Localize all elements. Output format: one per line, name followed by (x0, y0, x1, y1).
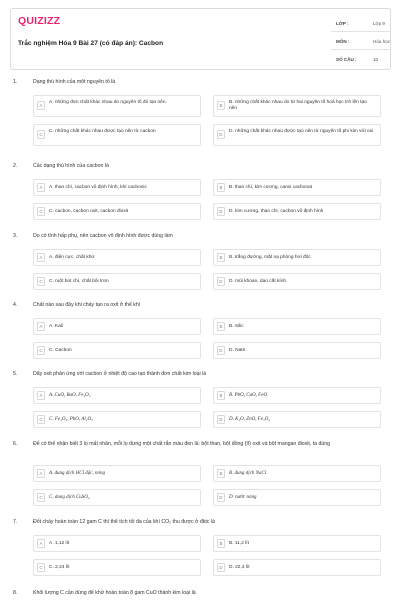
answer-option-d[interactable] (213, 559, 381, 576)
question-text: Dạng thù hình của một nguyên tố là (33, 79, 116, 85)
answer-option-b[interactable] (213, 387, 381, 404)
option-text: B. Silic (229, 324, 244, 329)
question-number: 6. (13, 441, 18, 447)
answer-option-d[interactable] (213, 411, 381, 428)
option-letter-badge: D (217, 207, 225, 216)
answer-option-b[interactable] (213, 249, 381, 266)
answer-option-a[interactable] (33, 318, 201, 335)
option-text: D. Natri (229, 348, 246, 353)
option-text: D. mũi khoan, dao cắt kính (229, 279, 287, 284)
option-letter-badge: B (217, 253, 225, 262)
option-text: D. 22,4 lít (229, 565, 250, 570)
option-text: D. nước nóng (229, 495, 257, 500)
option-letter-badge: C (37, 130, 45, 139)
answer-option-a[interactable] (33, 179, 201, 196)
option-text: A. điện cực, chất khử (49, 255, 95, 260)
answer-option-d[interactable] (213, 342, 381, 359)
question-number: 7. (13, 519, 18, 525)
answer-option-c[interactable] (33, 203, 201, 220)
option-text: C. cacbon, cacbon oxit, cacbon đioxit (49, 209, 129, 214)
meta-row-subject (331, 36, 391, 50)
question-number: 1. (13, 79, 18, 85)
option-text: C. dung dịch CuSO₄ (49, 495, 90, 500)
option-letter-badge: C (37, 493, 45, 502)
quizizz-logo: QUIZIZZ (18, 15, 61, 27)
option-letter-badge: B (217, 539, 225, 548)
option-letter-badge: C (37, 346, 45, 355)
question-text: Các dạng thù hình của cacbon là (33, 163, 109, 169)
meta-row-class (331, 18, 391, 32)
option-letter-badge: B (217, 469, 225, 478)
option-text: C. Fe₂O₃, PbO, Al₂O₃ (49, 417, 93, 422)
question-number: 2. (13, 163, 18, 169)
option-text: D. những chất khác nhau được tạo nên từ nguyên tố phi kim với oxi (229, 129, 374, 134)
question-text: Đốt cháy hoàn toàn 12 gam C thì thể tích tối đa của khí CO₂ thu được ở đktc là (33, 519, 215, 525)
question-text: Dãy oxit phản ứng với cacbon ở nhiệt độ cao tạo thành đơn chất kim loại là (33, 371, 207, 377)
question-number: 8. (13, 590, 18, 596)
option-text: B. PbO, CuO, FeO (229, 393, 268, 398)
answer-option-d[interactable] (213, 203, 381, 220)
answer-option-d[interactable] (213, 273, 381, 290)
answer-option-a[interactable] (33, 249, 201, 266)
answer-option-c[interactable] (33, 559, 201, 576)
question-number: 5. (13, 371, 18, 377)
question-text: Chất nào sau đây khi cháy tạo ra oxit ở thể khí (33, 302, 141, 308)
option-text: B. trắng đường, mặt nạ phòng hơi độc (229, 255, 311, 260)
option-text: B. 11,2 lít (229, 541, 249, 546)
worksheet-header (10, 8, 391, 70)
option-letter-badge: A (37, 183, 45, 192)
answer-option-c[interactable] (33, 411, 201, 428)
answer-option-a[interactable] (33, 535, 201, 552)
answer-option-b[interactable] (213, 535, 381, 552)
option-text: A. những đơn chất khác nhau do nguyên tố đó tạo nên. (49, 100, 167, 105)
option-letter-badge: A (37, 253, 45, 262)
option-letter-badge: D (217, 493, 225, 502)
worksheet-title: Trắc nghiệm Hóa 9 Bài 27 (có đáp án): Cacbon (18, 40, 164, 47)
option-letter-badge: B (217, 391, 225, 400)
option-letter-badge: A (37, 322, 45, 331)
option-text: C. những chất khác nhau được tạo nên từ cacbon (49, 129, 156, 134)
option-letter-badge: C (37, 207, 45, 216)
option-letter-badge: A (37, 539, 45, 548)
option-letter-badge: B (217, 101, 225, 110)
answer-option-b[interactable] (213, 95, 381, 117)
option-text: C. ruột bút chì, chất bôi trơn (49, 279, 109, 284)
answer-option-c[interactable] (33, 124, 201, 146)
meta-value: 10 (373, 57, 379, 62)
question-text: Để có thể nhận biết 3 lọ mất nhãn, mỗi lọ đựng một chất rắn màu đen là: bột than, bột đồng (II) oxit và bột mangan đioxit, ta dùng (33, 441, 331, 447)
meta-label: MÔN : (336, 39, 350, 44)
option-letter-badge: A (37, 469, 45, 478)
meta-label: LỚP : (336, 21, 349, 26)
question-text: Do có tính hấp phụ, nên cacbon vô định hình được dùng làm (33, 233, 173, 239)
answer-option-c[interactable] (33, 273, 201, 290)
option-letter-badge: C (37, 563, 45, 572)
answer-option-b[interactable] (213, 318, 381, 335)
option-text: D. kim cương, than chì, cacbon vô định hình (229, 209, 324, 214)
option-text: B. than chì, kim cương, canxi cacbonat (229, 185, 313, 190)
option-text: A. 1,12 lít (49, 541, 70, 546)
option-letter-badge: B (217, 322, 225, 331)
option-letter-badge: C (37, 277, 45, 286)
option-text: C. Cacbon (49, 348, 72, 353)
option-text: A. Kali (49, 324, 63, 329)
answer-option-a[interactable] (33, 95, 201, 117)
answer-option-b[interactable] (213, 179, 381, 196)
answer-option-c[interactable] (33, 342, 201, 359)
answer-option-b[interactable] (213, 465, 381, 482)
option-letter-badge: D (217, 563, 225, 572)
answer-option-a[interactable] (33, 465, 201, 482)
option-text: A. dung dịch HCl đặc, nóng (49, 471, 105, 476)
option-text: B. dung dịch NaCl (229, 471, 267, 476)
option-letter-badge: B (217, 183, 225, 192)
option-letter-badge: A (37, 391, 45, 400)
answer-option-d[interactable] (213, 124, 381, 146)
question-text: Khối lượng C cần dùng để khử hoàn toàn 8 gam CuO thành kim loại là (33, 590, 196, 596)
answer-option-a[interactable] (33, 387, 201, 404)
meta-value: Hóa học (373, 39, 391, 44)
option-letter-badge: D (217, 346, 225, 355)
option-letter-badge: C (37, 415, 45, 424)
option-letter-badge: A (37, 101, 45, 110)
option-text: D. K₂O, ZnO, Fe₃O₄ (229, 417, 271, 422)
meta-label: SỐ CÂU : (336, 57, 357, 62)
option-text: C. 2,24 lít (49, 565, 70, 570)
option-text: A. than chì, cacbon vô định hình, khí cacbonic (49, 185, 147, 190)
option-letter-badge: D (217, 415, 225, 424)
answer-option-d[interactable] (213, 489, 381, 506)
option-letter-badge: D (217, 277, 225, 286)
option-text: B. những chất khác nhau do từ hai nguyên tố hoá học trở lên tạo nên (229, 100, 367, 111)
option-text: A. CuO, BaO, Fe₂O₃ (49, 393, 91, 398)
question-number: 3. (13, 233, 18, 239)
answer-option-c[interactable] (33, 489, 201, 506)
option-letter-badge: D (217, 130, 225, 139)
meta-row-question-count (331, 54, 391, 68)
question-number: 4. (13, 302, 18, 308)
meta-value: Lớp 9 (373, 21, 385, 26)
